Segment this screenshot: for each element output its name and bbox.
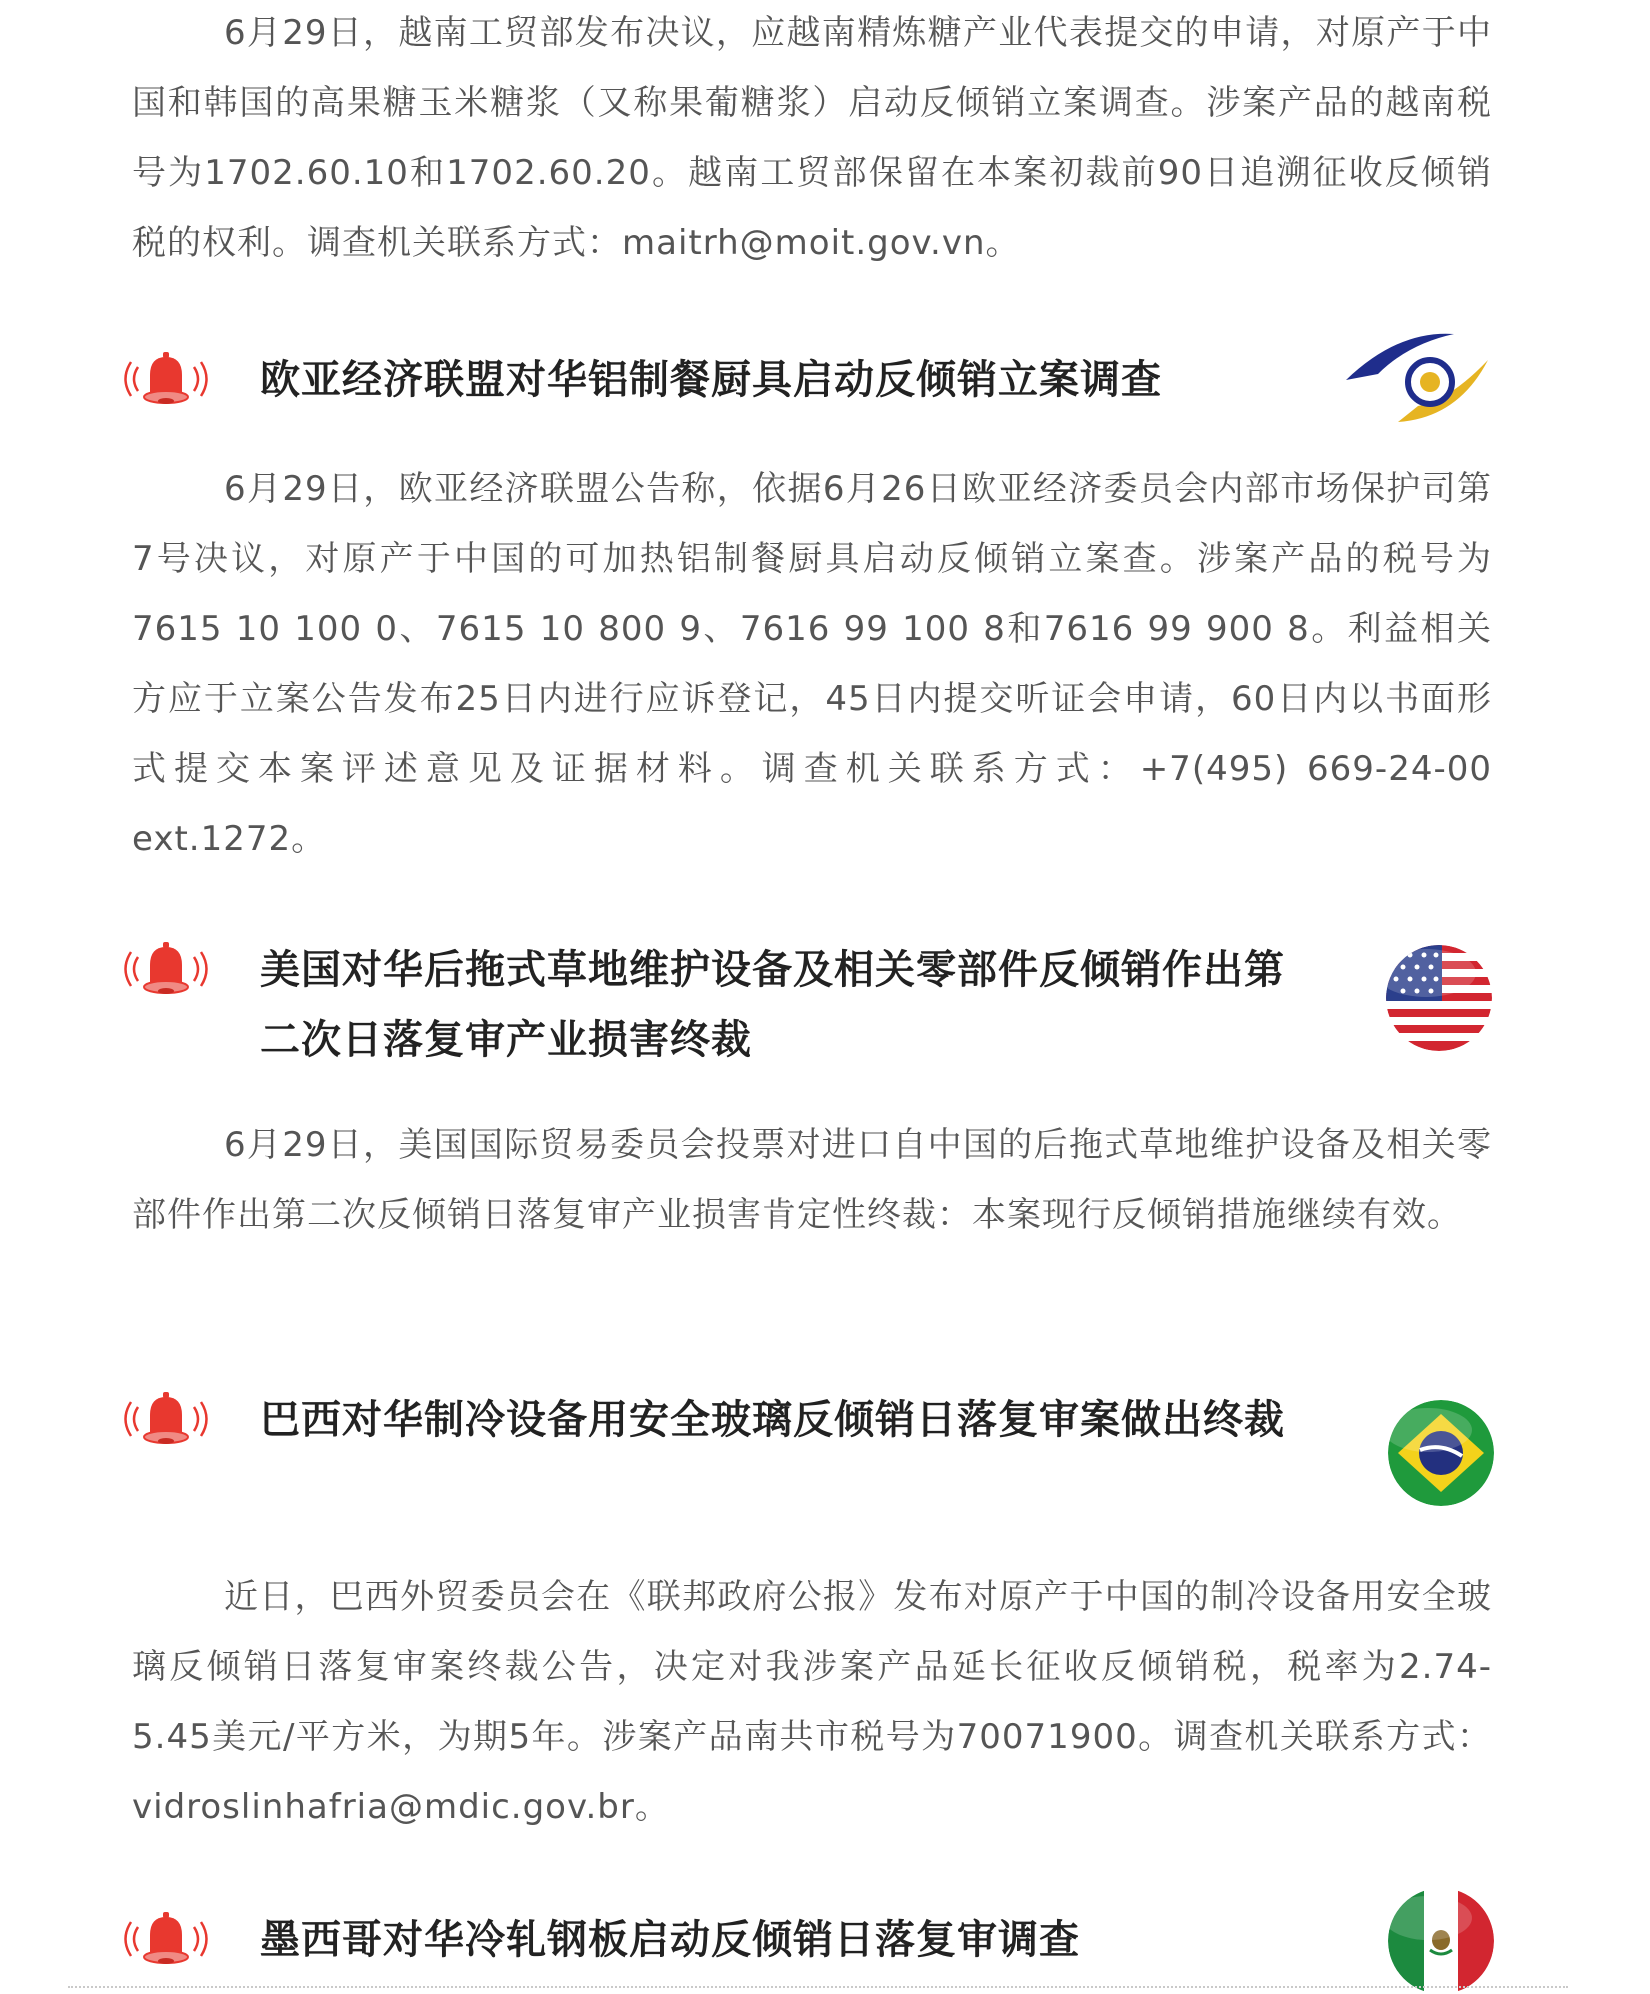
section-title: 美国对华后拖式草地维护设备及相关零部件反倾销作出第二次日落复审产业损害终裁 (260, 947, 1285, 1063)
section-body-usa: 6月29日，美国国际贸易委员会投票对进口自中国的后拖式草地维护设备及相关零部件作出第二次反倾销日落复审产业损害肯定性终裁：本案现行反倾销措施继续有效。 (132, 1125, 1492, 1235)
eaeu-logo-icon (1338, 322, 1494, 432)
section-title: 巴西对华制冷设备用安全玻璃反倾销日落复审案做出终裁 (260, 1397, 1285, 1443)
mexico-flag-icon (1388, 1888, 1494, 1994)
alarm-icon (118, 1385, 214, 1453)
intro-paragraph: 6月29日，越南工贸部发布决议，应越南精炼糖产业代表提交的申请，对原产于中国和韩国的高果糖玉米糖浆（又称果葡糖浆）启动反倾销立案调查。涉案产品的越南税号为1702.60.10和1702.60.20。越南工贸部保留在本案初裁前90日追溯征收反倾销税的权利。调查机关联系方式：maitrh@moit.gov.vn。 (132, 13, 1492, 263)
usa-flag-icon (1386, 945, 1492, 1051)
alarm-icon (118, 1905, 214, 1973)
section-title: 墨西哥对华冷轧钢板启动反倾销日落复审调查 (260, 1917, 1080, 1963)
divider (68, 1986, 1568, 1988)
alarm-icon (118, 345, 214, 413)
brazil-flag-icon (1388, 1400, 1494, 1506)
section-body-brazil: 近日，巴西外贸委员会在《联邦政府公报》发布对原产于中国的制冷设备用安全玻璃反倾销日落复审案终裁公告，决定对我涉案产品延长征收反倾销税，税率为2.74-5.45美元/平方米，为期5年。涉案产品南共市税号为70071900。调查机关联系方式：vidroslinhafria@mdic.gov.br。 (132, 1577, 1492, 1827)
section-title: 欧亚经济联盟对华铝制餐厨具启动反倾销立案调查 (260, 357, 1162, 403)
section-body-eaeu: 6月29日，欧亚经济联盟公告称，依据6月26日欧亚经济委员会内部市场保护司第7号决议，对原产于中国的可加热铝制餐厨具启动反倾销立案查。涉案产品的税号为7615 10 100 0、7615 10 800 9、7616 99 100 8和7616 99 900 8。利益相关方应于立案公告发布25日内进行应诉登记，45日内提交听证会申请，60日内以书面形式提交本案评述意见及证据材料。调查机关联系方式：+7(495) 669-24-00 ext.1272。 (132, 469, 1492, 859)
alarm-icon (118, 935, 214, 1003)
